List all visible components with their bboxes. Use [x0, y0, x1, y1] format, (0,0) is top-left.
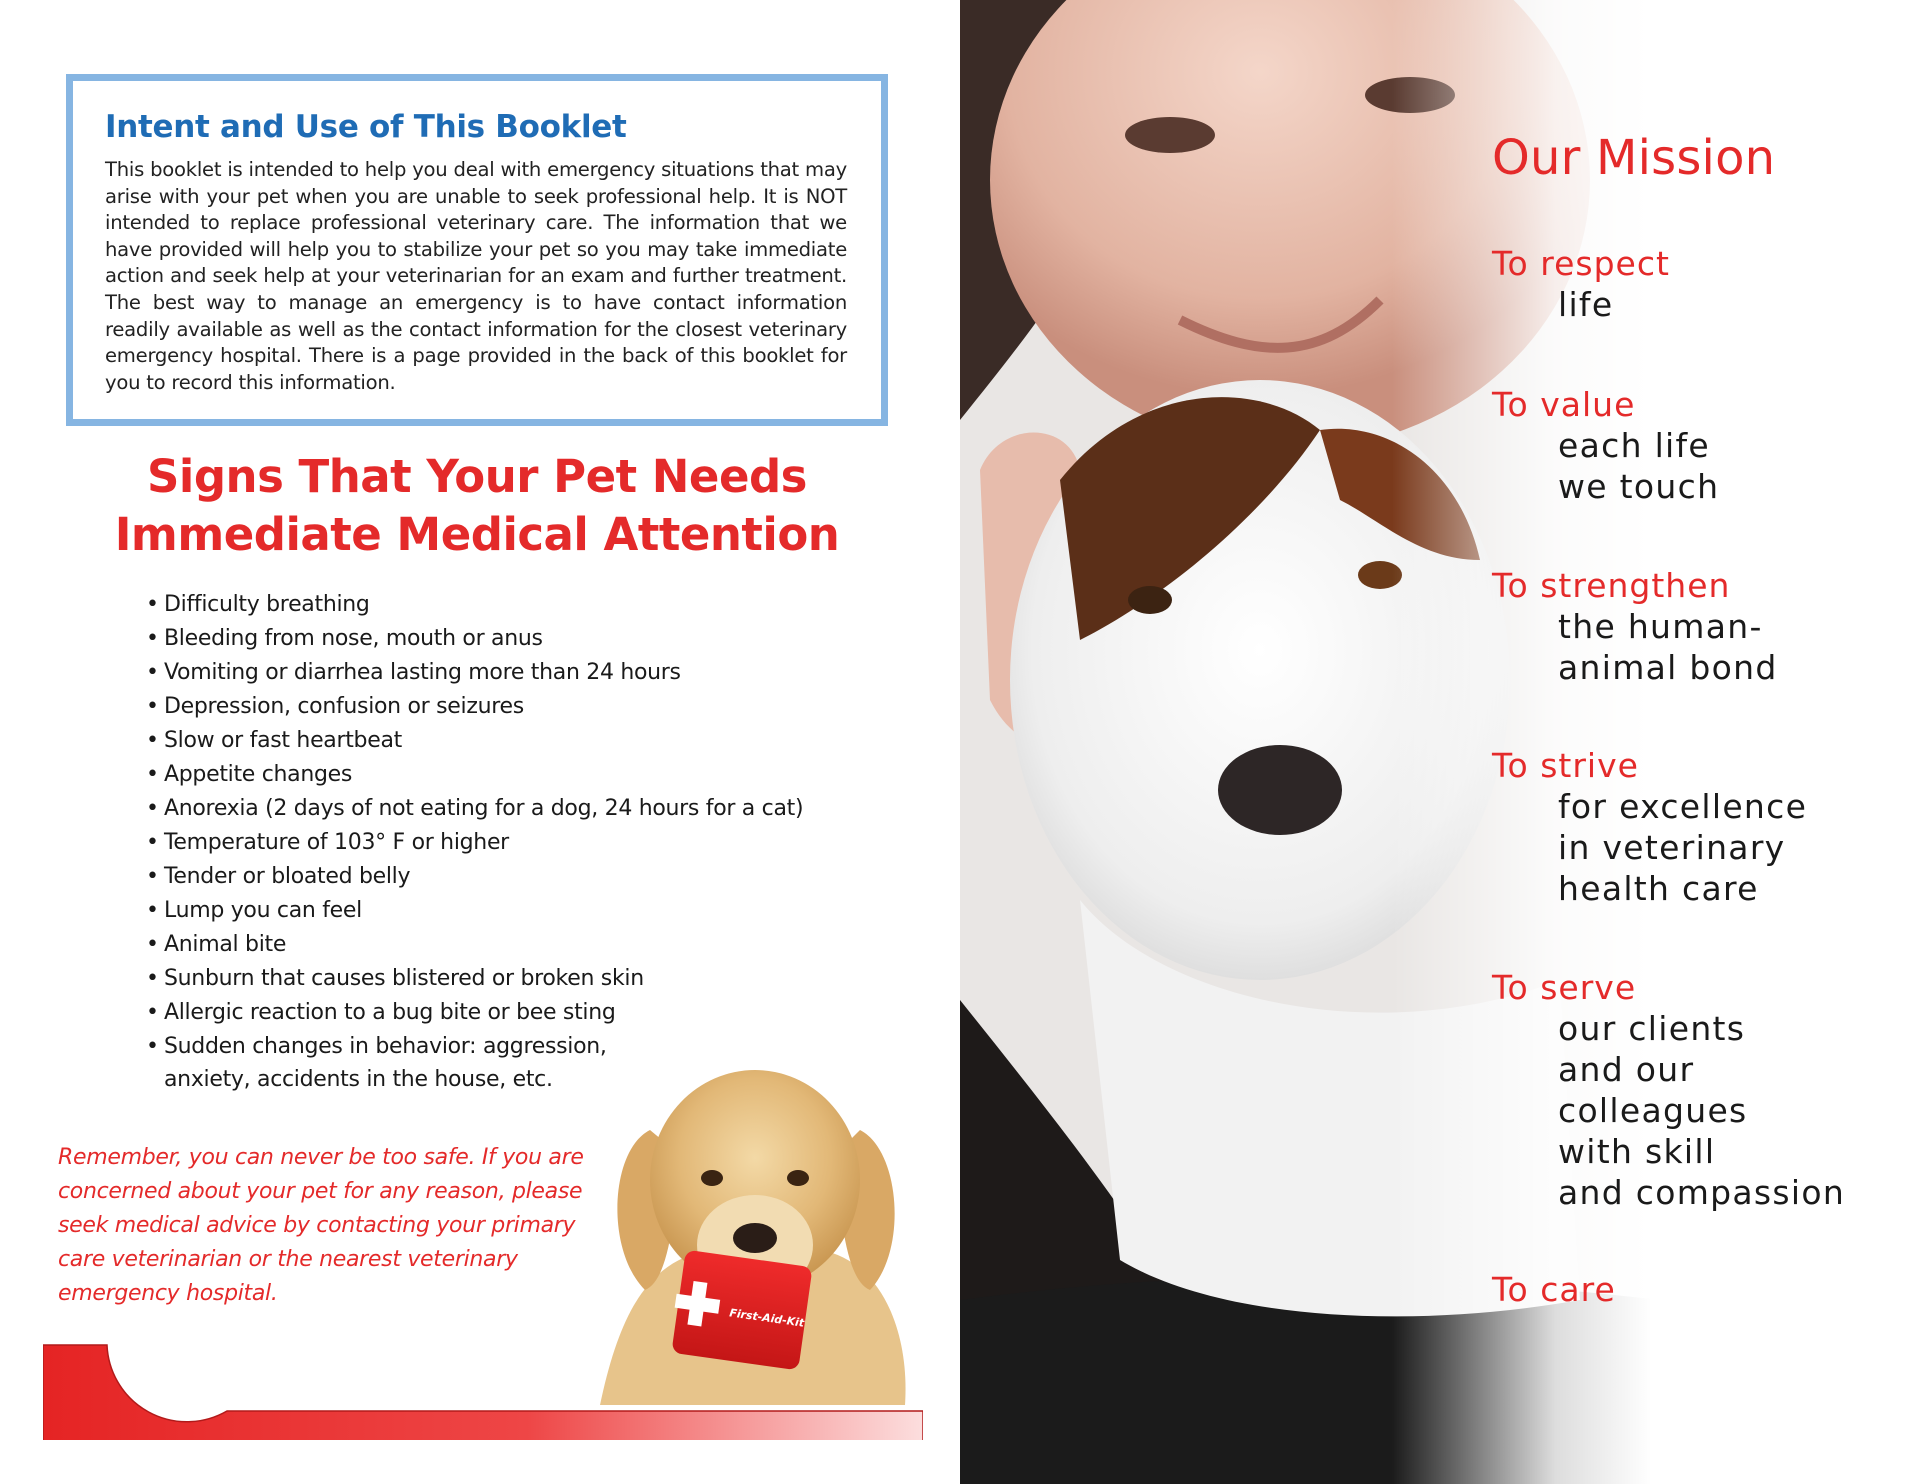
list-item: • Slow or fast heartbeat [146, 724, 886, 758]
mission-item-line: in veterinary [1558, 828, 1786, 867]
mission-item-strengthen [1492, 566, 1778, 688]
intent-box [66, 74, 888, 426]
mission-item-line: and compassion [1558, 1173, 1846, 1212]
list-item: • Anorexia (2 days of not eating for a dog, 24 hours for a cat) [146, 792, 886, 826]
list-item: • Animal bite [146, 928, 886, 962]
mission-item-line: our clients [1558, 1009, 1746, 1048]
mission-item-line: health care [1558, 869, 1759, 908]
mission-item-line: for excellence [1558, 787, 1808, 826]
right-panel [960, 0, 1920, 1484]
mission-item-line: life [1558, 285, 1614, 324]
mission-item-value [1492, 385, 1719, 507]
mission-item-line: with skill [1558, 1132, 1716, 1171]
intent-body: This booklet is intended to help you deal with emergency situations that may arise with your pet when you are unable to seek professional help. It is NOT intended to replace professional veterinary care. The information that we have provided will help you to stabilize your pet so you may take immediate action and seek help at your veterinarian for an exam and further treatment. The best way to manage an emergency is to have contact information readily available as well as the contact information for the closest veterinary emergency hospital. There is a page provided in the back of this booklet for you to record this information. [105, 158, 847, 394]
mission-title: Our Mission [1492, 130, 1776, 186]
woman-hugging-dog-photo [960, 0, 1920, 1484]
mission-item-respect [1492, 244, 1670, 325]
list-item: • Sudden changes in behavior: aggression, anxiety, accidents in the house, etc. [146, 1030, 644, 1096]
list-item: • Tender or bloated belly [146, 860, 886, 894]
mission-item-head: To respect [1492, 244, 1670, 283]
mission-item-head: To value [1492, 385, 1636, 424]
list-item: • Difficulty breathing [146, 588, 886, 622]
mission-item-line: we touch [1558, 467, 1720, 506]
mission-item-line: the human- [1558, 607, 1763, 646]
mission-item-strive [1492, 746, 1807, 909]
mission-item-line: each life [1558, 426, 1711, 465]
list-item: • Appetite changes [146, 758, 886, 792]
mission-item-line: colleagues [1558, 1091, 1748, 1130]
mission-item-line: and our [1558, 1050, 1695, 1089]
footer-band-graphic [43, 1336, 923, 1440]
list-item: • Bleeding from nose, mouth or anus [146, 622, 886, 656]
list-item: • Sunburn that causes blistered or broken skin [146, 962, 886, 996]
kit-label: First-Aid-Kit [728, 1306, 806, 1330]
mission-item-line: animal bond [1558, 648, 1778, 687]
mission-item-head: To care [1492, 1270, 1616, 1309]
mission-item-head: To strengthen [1492, 566, 1731, 605]
intent-title: Intent and Use of This Booklet [105, 109, 627, 145]
mission-item-serve [1492, 968, 1845, 1213]
signs-list [146, 588, 886, 1096]
mission-item-head: To strive [1492, 746, 1639, 785]
list-item: • Allergic reaction to a bug bite or bee sting [146, 996, 886, 1030]
list-item: • Lump you can feel [146, 894, 886, 928]
list-item: • Vomiting or diarrhea lasting more than 24 hours [146, 656, 886, 690]
mission-item-head: To serve [1492, 968, 1637, 1007]
list-item: • Temperature of 103° F or higher [146, 826, 886, 860]
list-item: • Depression, confusion or seizures [146, 690, 886, 724]
mission-item-care [1492, 1270, 1616, 1310]
reminder-text: Remember, you can never be too safe. If you are concerned about your pet for any reason, please seek medical advice by contacting your primary care veterinarian or the nearest veterinary emergency hospital. [58, 1145, 584, 1306]
signs-heading: Signs That Your Pet Needs Immediate Medical Attention [114, 450, 840, 561]
